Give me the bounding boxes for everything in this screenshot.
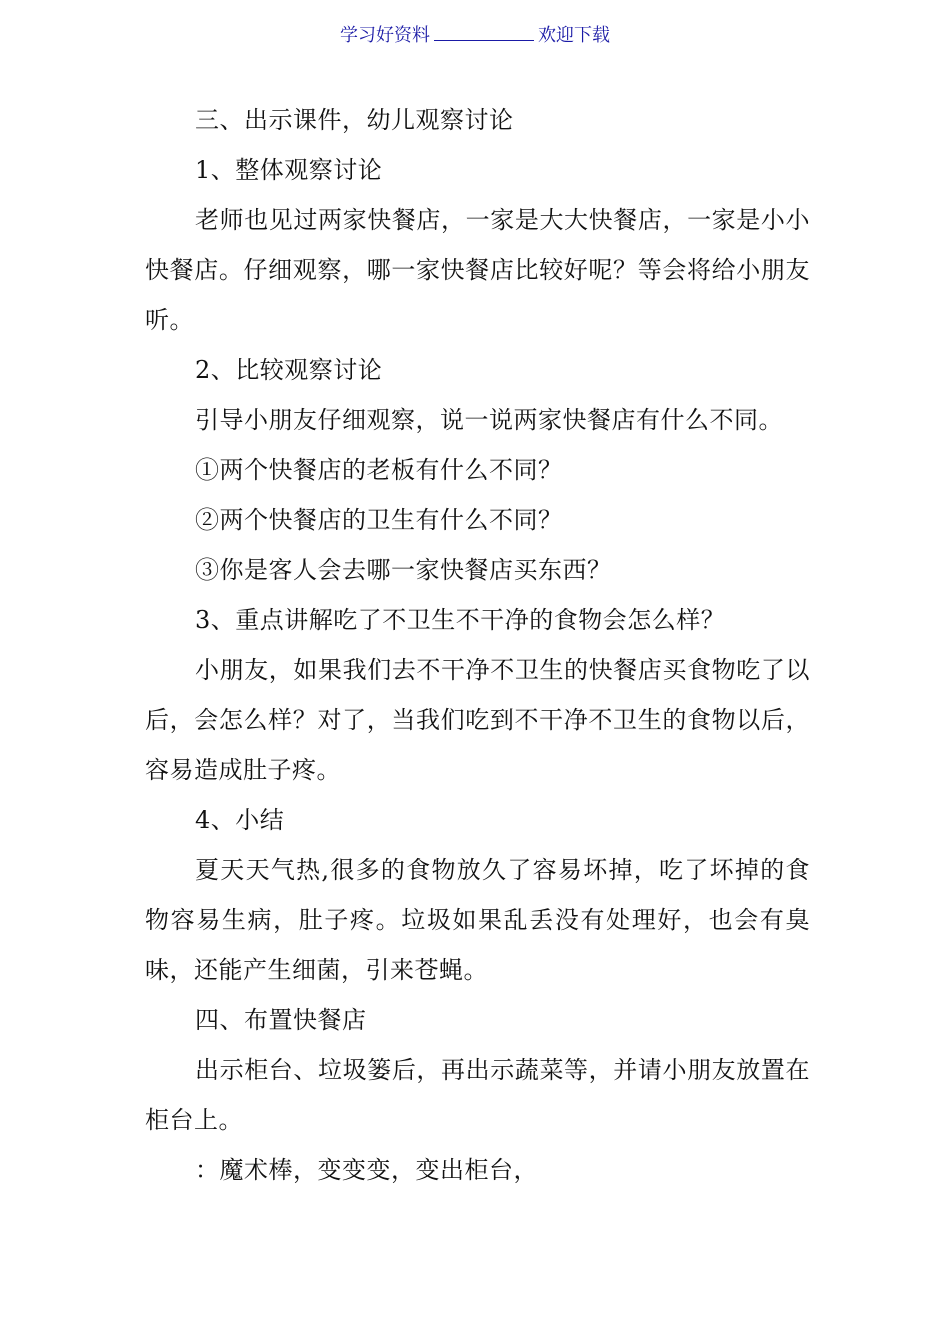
body-paragraph: 老师也见过两家快餐店，一家是大大快餐店，一家是小小快餐店。仔细观察，哪一家快餐店比较好呢？等会将给小朋友听。 <box>145 206 810 334</box>
body-paragraph: 引导小朋友仔细观察，说一说两家快餐店有什么不同。 <box>195 406 783 434</box>
body-paragraph: ：魔术棒，变变变，变出柜台， <box>195 1156 538 1184</box>
body-paragraph: 小朋友，如果我们去不干净不卫生的快餐店买食物吃了以后，会怎么样？对了，当我们吃到不干净不卫生的食物以后，容易造成肚子疼。 <box>145 656 810 784</box>
section-heading: 四、布置快餐店 <box>195 1006 367 1034</box>
list-item: ②两个快餐店的卫生有什么不同？ <box>195 506 563 534</box>
header-right-text: 欢迎下载 <box>538 25 610 46</box>
section-heading: 三、出示课件，幼儿观察讨论 <box>195 106 514 134</box>
list-item: ①两个快餐店的老板有什么不同？ <box>195 456 563 484</box>
body-paragraph: 夏天天气热,很多的食物放久了容易坏掉，吃了坏掉的食物容易生病，肚子疼。垃圾如果乱丢没有处理好，也会有臭味，还能产生细菌，引来苍蝇。 <box>145 856 810 984</box>
subsection-heading: 2、比较观察讨论 <box>195 356 383 384</box>
subsection-heading: 4、小结 <box>195 806 285 834</box>
header-left-text: 学习好资料 <box>340 25 430 46</box>
subsection-heading: 3、重点讲解吃了不卫生不干净的食物会怎么样？ <box>195 606 726 634</box>
header-separator <box>434 22 534 41</box>
subsection-heading: 1、整体观察讨论 <box>195 156 383 184</box>
page-header <box>0 22 950 50</box>
list-item: ③你是客人会去哪一家快餐店买东西？ <box>195 556 612 584</box>
document-body <box>145 95 810 1195</box>
body-paragraph: 出示柜台、垃圾篓后，再出示蔬菜等，并请小朋友放置在柜台上。 <box>145 1056 810 1134</box>
